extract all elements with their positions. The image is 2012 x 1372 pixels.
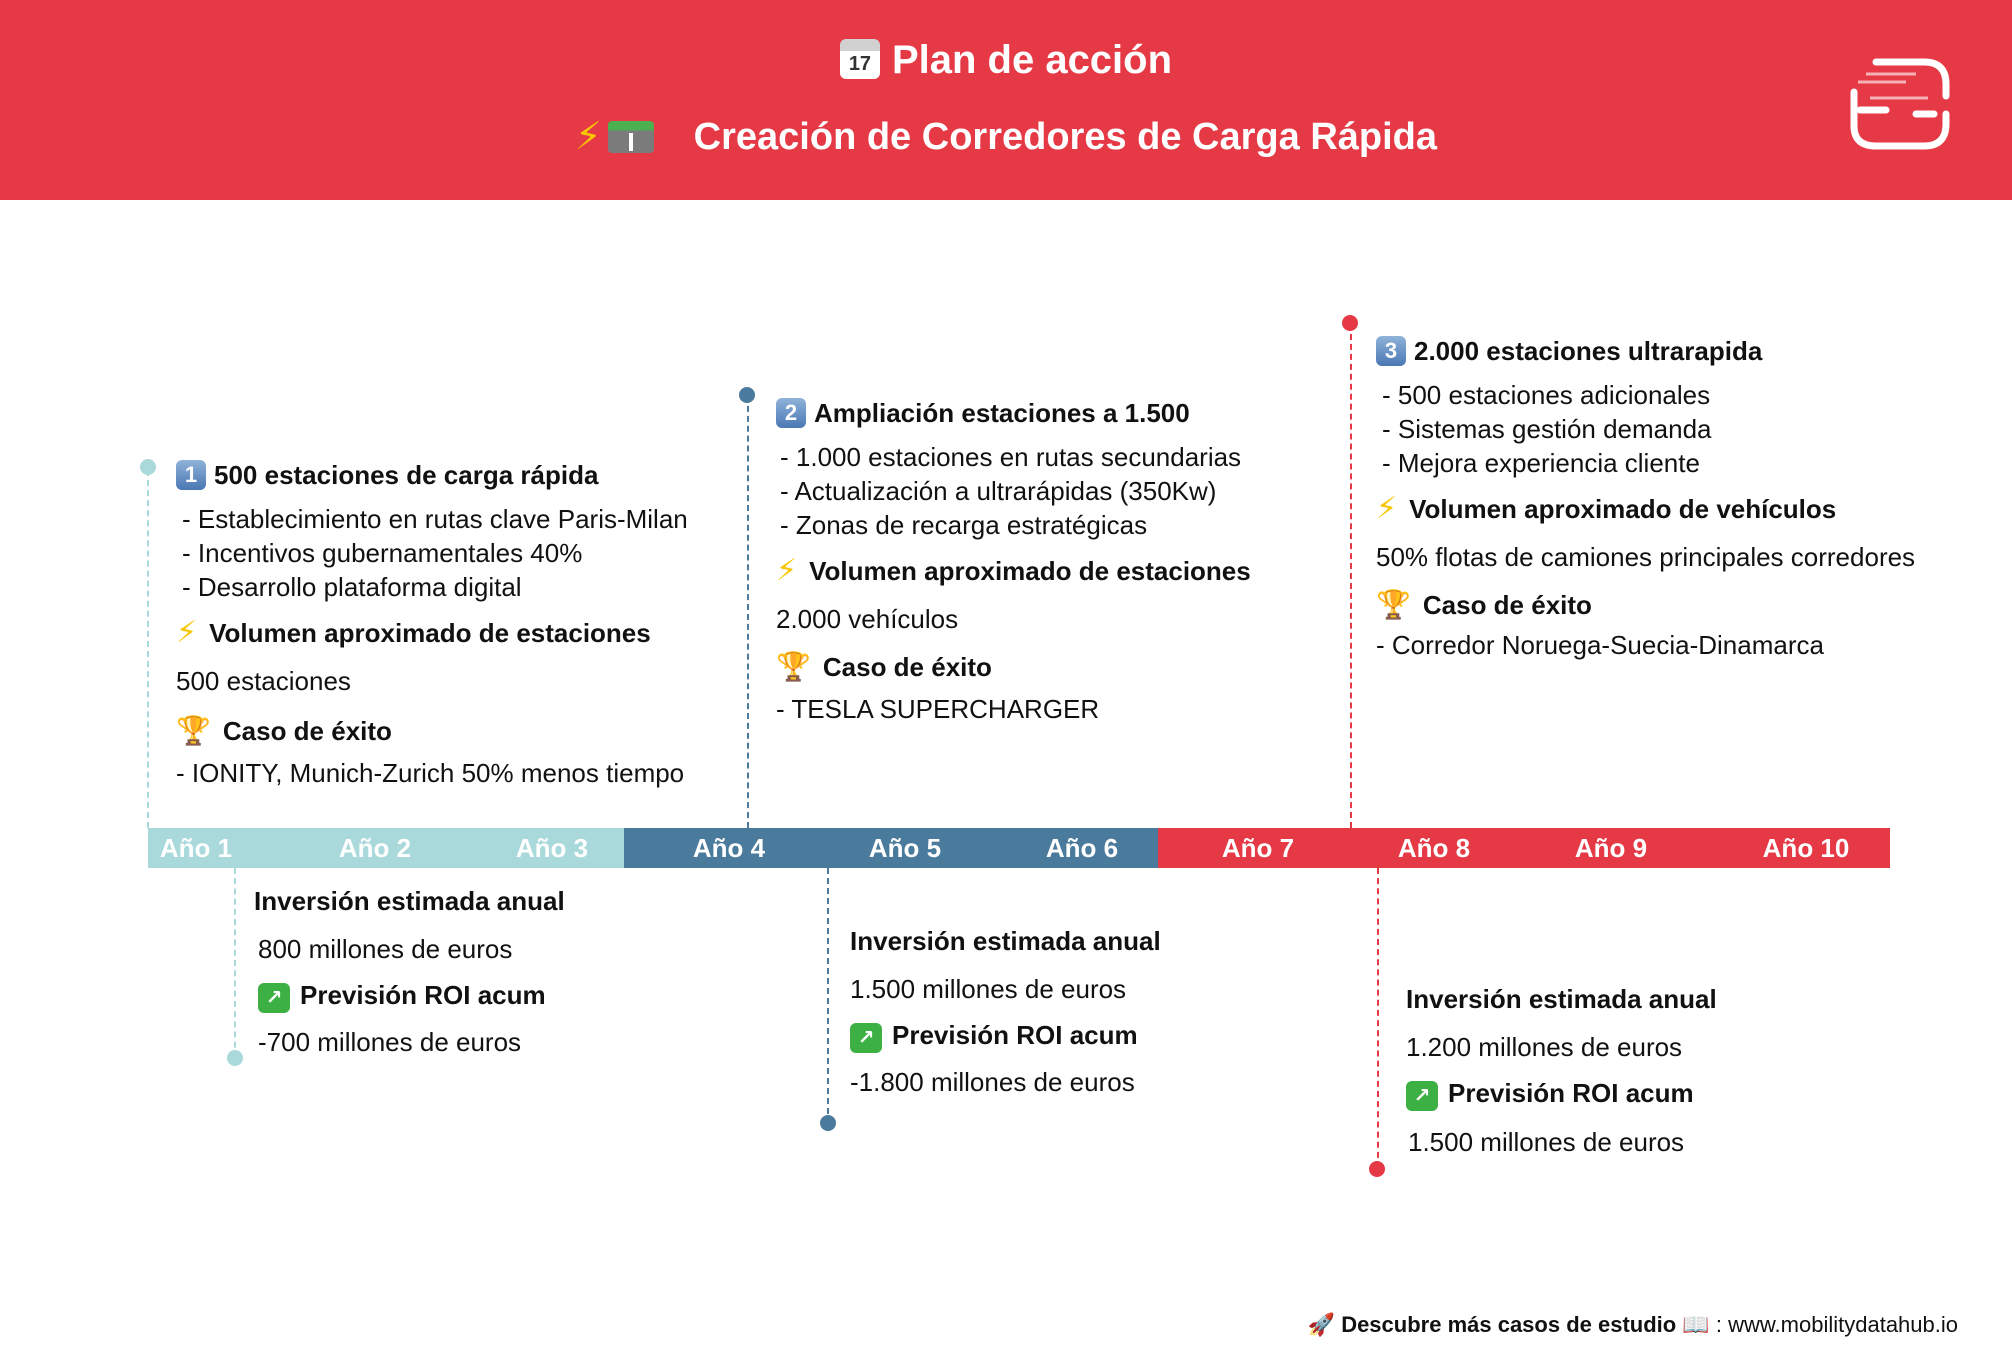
phase2-volume-value: 2.000 vehículos	[776, 604, 959, 634]
phase1-connector-down	[234, 868, 236, 1058]
lightning-icon: ⚡	[776, 554, 798, 587]
phase3-connector-up	[1350, 324, 1352, 828]
phase2-roi-label: ↗ Previsión ROI acum	[850, 1018, 1290, 1053]
phase1-success-label: 🏆 Caso de éxito	[176, 715, 392, 746]
phase2-investment-label: Inversión estimada anual	[850, 926, 1161, 956]
phase2-roi-value: -1.800 millones de euros	[850, 1067, 1135, 1097]
phase2-item: - 1.000 estaciones en rutas secundarias	[780, 442, 1242, 472]
phase1-roi-label: ↗ Previsión ROI acum	[254, 978, 694, 1013]
phase2-investment-value: 1.500 millones de euros	[850, 974, 1127, 1004]
phase3-success-label: 🏆 Caso de éxito	[1376, 589, 1592, 620]
phase1-volume-value: 500 estaciones	[176, 666, 351, 696]
phase2-item: - Actualización a ultrarápidas (350Kw)	[780, 476, 1217, 506]
phase1-item: - Establecimiento en rutas clave Paris-Milan	[182, 504, 688, 534]
year-3: Año 3	[515, 833, 589, 863]
phase2-item: - Zonas de recarga estratégicas	[780, 510, 1148, 540]
phase2-volume-label: ⚡ Volumen aproximado de estaciones	[776, 554, 1251, 587]
trophy-icon: 🏆	[176, 715, 211, 746]
year-8: Año 8	[1397, 833, 1471, 863]
phase1-roi-value: -700 millones de euros	[258, 1027, 522, 1057]
road-icon	[608, 121, 654, 153]
year-9: Año 9	[1574, 833, 1648, 863]
timeline-bar	[148, 828, 1890, 868]
phase3-success-value: - Corredor Noruega-Suecia-Dinamarca	[1376, 630, 1824, 660]
footer-cta: Descubre más casos de estudio	[1341, 1312, 1677, 1337]
phase3-connector-down	[1377, 868, 1379, 1168]
phase1-investment-label: Inversión estimada anual	[254, 886, 565, 916]
phase3-roi-label: ↗ Previsión ROI acum	[1406, 1076, 1846, 1111]
phase2-details	[776, 396, 1336, 726]
phase3-item: - Mejora experiencia cliente	[1382, 448, 1700, 478]
year-2: Año 2	[338, 833, 412, 863]
phase3-investment-label: Inversión estimada anual	[1406, 984, 1717, 1014]
year-4: Año 4	[692, 833, 766, 863]
page-title: 17 Plan de acción	[0, 38, 2012, 83]
book-icon: 📖	[1682, 1312, 1710, 1337]
phase1-title: 1 500 estaciones de carga rápida	[176, 458, 736, 492]
phase3-investment	[1406, 982, 1846, 1159]
phase1-investment	[254, 884, 694, 1059]
footer-link[interactable]: : www.mobilitydatahub.io	[1715, 1312, 1958, 1337]
header-banner	[0, 0, 2012, 200]
phase1-success-value: - IONITY, Munich-Zurich 50% menos tiempo	[176, 758, 685, 788]
phase3-investment-value: 1.200 millones de euros	[1406, 1032, 1683, 1062]
rocket-icon: 🚀	[1307, 1312, 1336, 1337]
phase3-marker-top	[1342, 315, 1358, 331]
phase1-connector-up	[147, 470, 149, 828]
phase1-details	[176, 458, 736, 790]
number-3-icon: 3	[1376, 336, 1406, 366]
phase1-item: - Incentivos gubernamentales 40%	[182, 538, 583, 568]
phase1-item: - Desarrollo plataforma digital	[182, 572, 522, 602]
phase1-volume-label: ⚡ Volumen aproximado de estaciones	[176, 616, 651, 649]
page-subtitle: ⚡ Creación de Corredores de Carga Rápida	[574, 116, 1438, 158]
phase3-title: 3 2.000 estaciones ultrarapida	[1376, 334, 1976, 368]
chart-up-icon: ↗	[1406, 1081, 1438, 1111]
year-1: Año 1	[159, 833, 233, 863]
phase3-item: - 500 estaciones adicionales	[1382, 380, 1711, 410]
phase2-marker-bottom	[820, 1115, 836, 1131]
phase2-connector-down	[827, 868, 829, 1124]
phase1-investment-value: 800 millones de euros	[258, 934, 513, 964]
phase1-marker-top	[140, 459, 156, 475]
phase2-connector-up	[747, 396, 749, 828]
footer	[1308, 1312, 1958, 1338]
phase1-marker-bottom	[227, 1050, 243, 1066]
year-10: Año 10	[1762, 833, 1850, 863]
brand-logo-icon	[1846, 52, 1954, 152]
phase2-success-value: - TESLA SUPERCHARGER	[776, 694, 1100, 724]
phase2-marker-top	[739, 387, 755, 403]
chart-up-icon: ↗	[850, 1023, 882, 1053]
trophy-icon: 🏆	[1376, 589, 1411, 620]
phase3-roi-value: 1.500 millones de euros	[1408, 1127, 1685, 1157]
chart-up-icon: ↗	[258, 983, 290, 1013]
year-5: Año 5	[868, 833, 942, 863]
phase2-investment	[850, 924, 1290, 1099]
phase3-volume-label: ⚡ Volumen aproximado de vehículos	[1376, 492, 1837, 525]
calendar-icon: 17	[840, 39, 880, 79]
lightning-icon: ⚡	[176, 616, 198, 649]
phase3-marker-bottom	[1369, 1161, 1385, 1177]
year-7: Año 7	[1221, 833, 1295, 863]
phase3-details	[1376, 334, 1976, 662]
number-2-icon: 2	[776, 398, 806, 428]
phase3-item: - Sistemas gestión demanda	[1382, 414, 1712, 444]
trophy-icon: 🏆	[776, 651, 811, 682]
phase2-success-label: 🏆 Caso de éxito	[776, 651, 992, 682]
phase2-title: 2 Ampliación estaciones a 1.500	[776, 396, 1336, 430]
phase3-volume-value: 50% flotas de camiones principales corredores	[1376, 542, 1916, 572]
year-6: Año 6	[1045, 833, 1119, 863]
number-1-icon: 1	[176, 460, 206, 490]
lightning-icon: ⚡	[1376, 492, 1398, 525]
lightning-icon: ⚡	[574, 116, 602, 158]
